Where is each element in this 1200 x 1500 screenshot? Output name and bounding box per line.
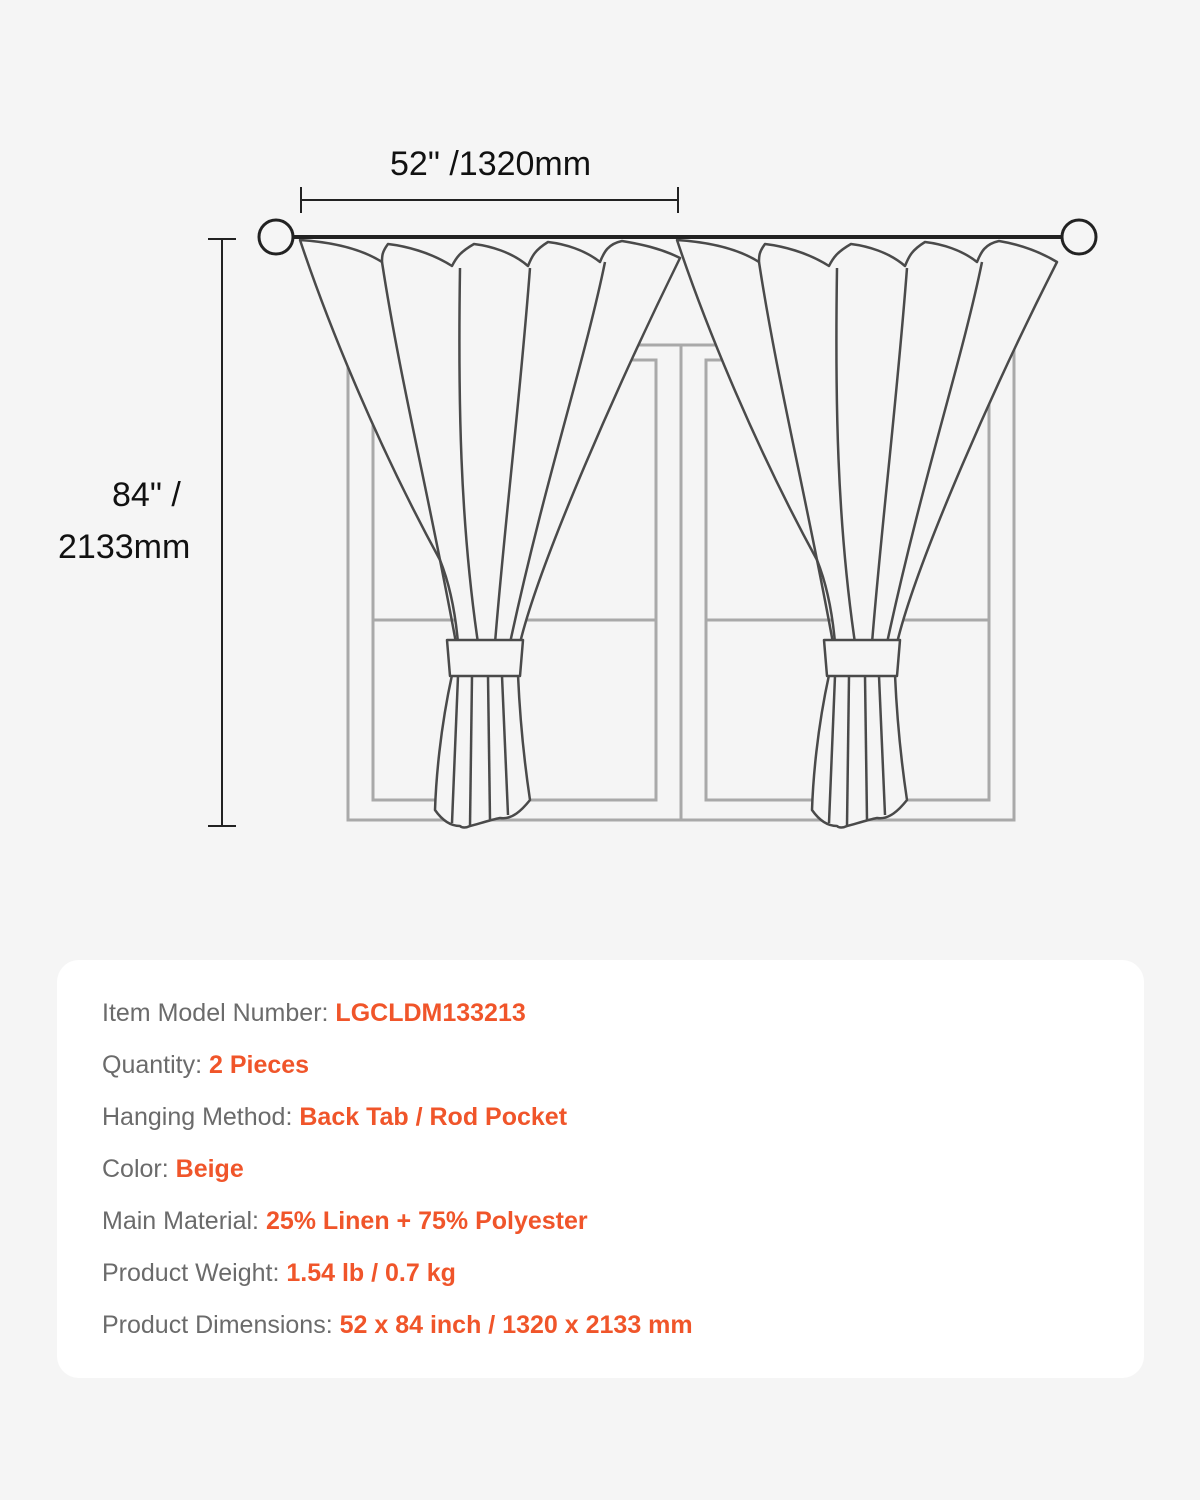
spec-label: Color:	[102, 1155, 176, 1183]
spec-row	[102, 1257, 693, 1309]
rod-finial-left	[259, 220, 293, 254]
spec-card	[57, 960, 1144, 1378]
spec-label: Item Model Number:	[102, 999, 336, 1027]
spec-label: Product Weight:	[102, 1259, 287, 1287]
spec-value: 1.54 lb / 0.7 kg	[286, 1259, 456, 1287]
spec-list	[102, 997, 693, 1361]
spec-label: Product Dimensions:	[102, 1311, 340, 1339]
right-curtain-panel	[677, 240, 1057, 828]
rod-finial-right	[1062, 220, 1096, 254]
spec-value: Back Tab / Rod Pocket	[299, 1103, 568, 1131]
spec-label: Hanging Method:	[102, 1103, 300, 1131]
height-dimension-label-mm: 2133mm	[58, 528, 191, 566]
spec-value: LGCLDM133213	[335, 999, 526, 1027]
spec-row	[102, 1101, 693, 1153]
left-curtain-panel	[300, 240, 680, 828]
spec-row	[102, 1205, 693, 1257]
spec-value: 52 x 84 inch / 1320 x 2133 mm	[339, 1311, 693, 1339]
height-dimension-line	[208, 239, 236, 826]
spec-row	[102, 1153, 693, 1205]
spec-row	[102, 1049, 693, 1101]
spec-value: Beige	[175, 1155, 244, 1183]
spec-value: 25% Linen + 75% Polyester	[265, 1207, 588, 1235]
spec-row	[102, 997, 693, 1049]
spec-label: Quantity:	[102, 1051, 209, 1079]
height-dimension-label-inch: 84" /	[112, 476, 181, 514]
width-dimension-label: 52" /1320mm	[390, 145, 592, 183]
width-dimension-line	[301, 187, 678, 213]
spec-value: 2 Pieces	[209, 1051, 310, 1079]
spec-label: Main Material:	[102, 1207, 266, 1235]
spec-row	[102, 1309, 693, 1361]
